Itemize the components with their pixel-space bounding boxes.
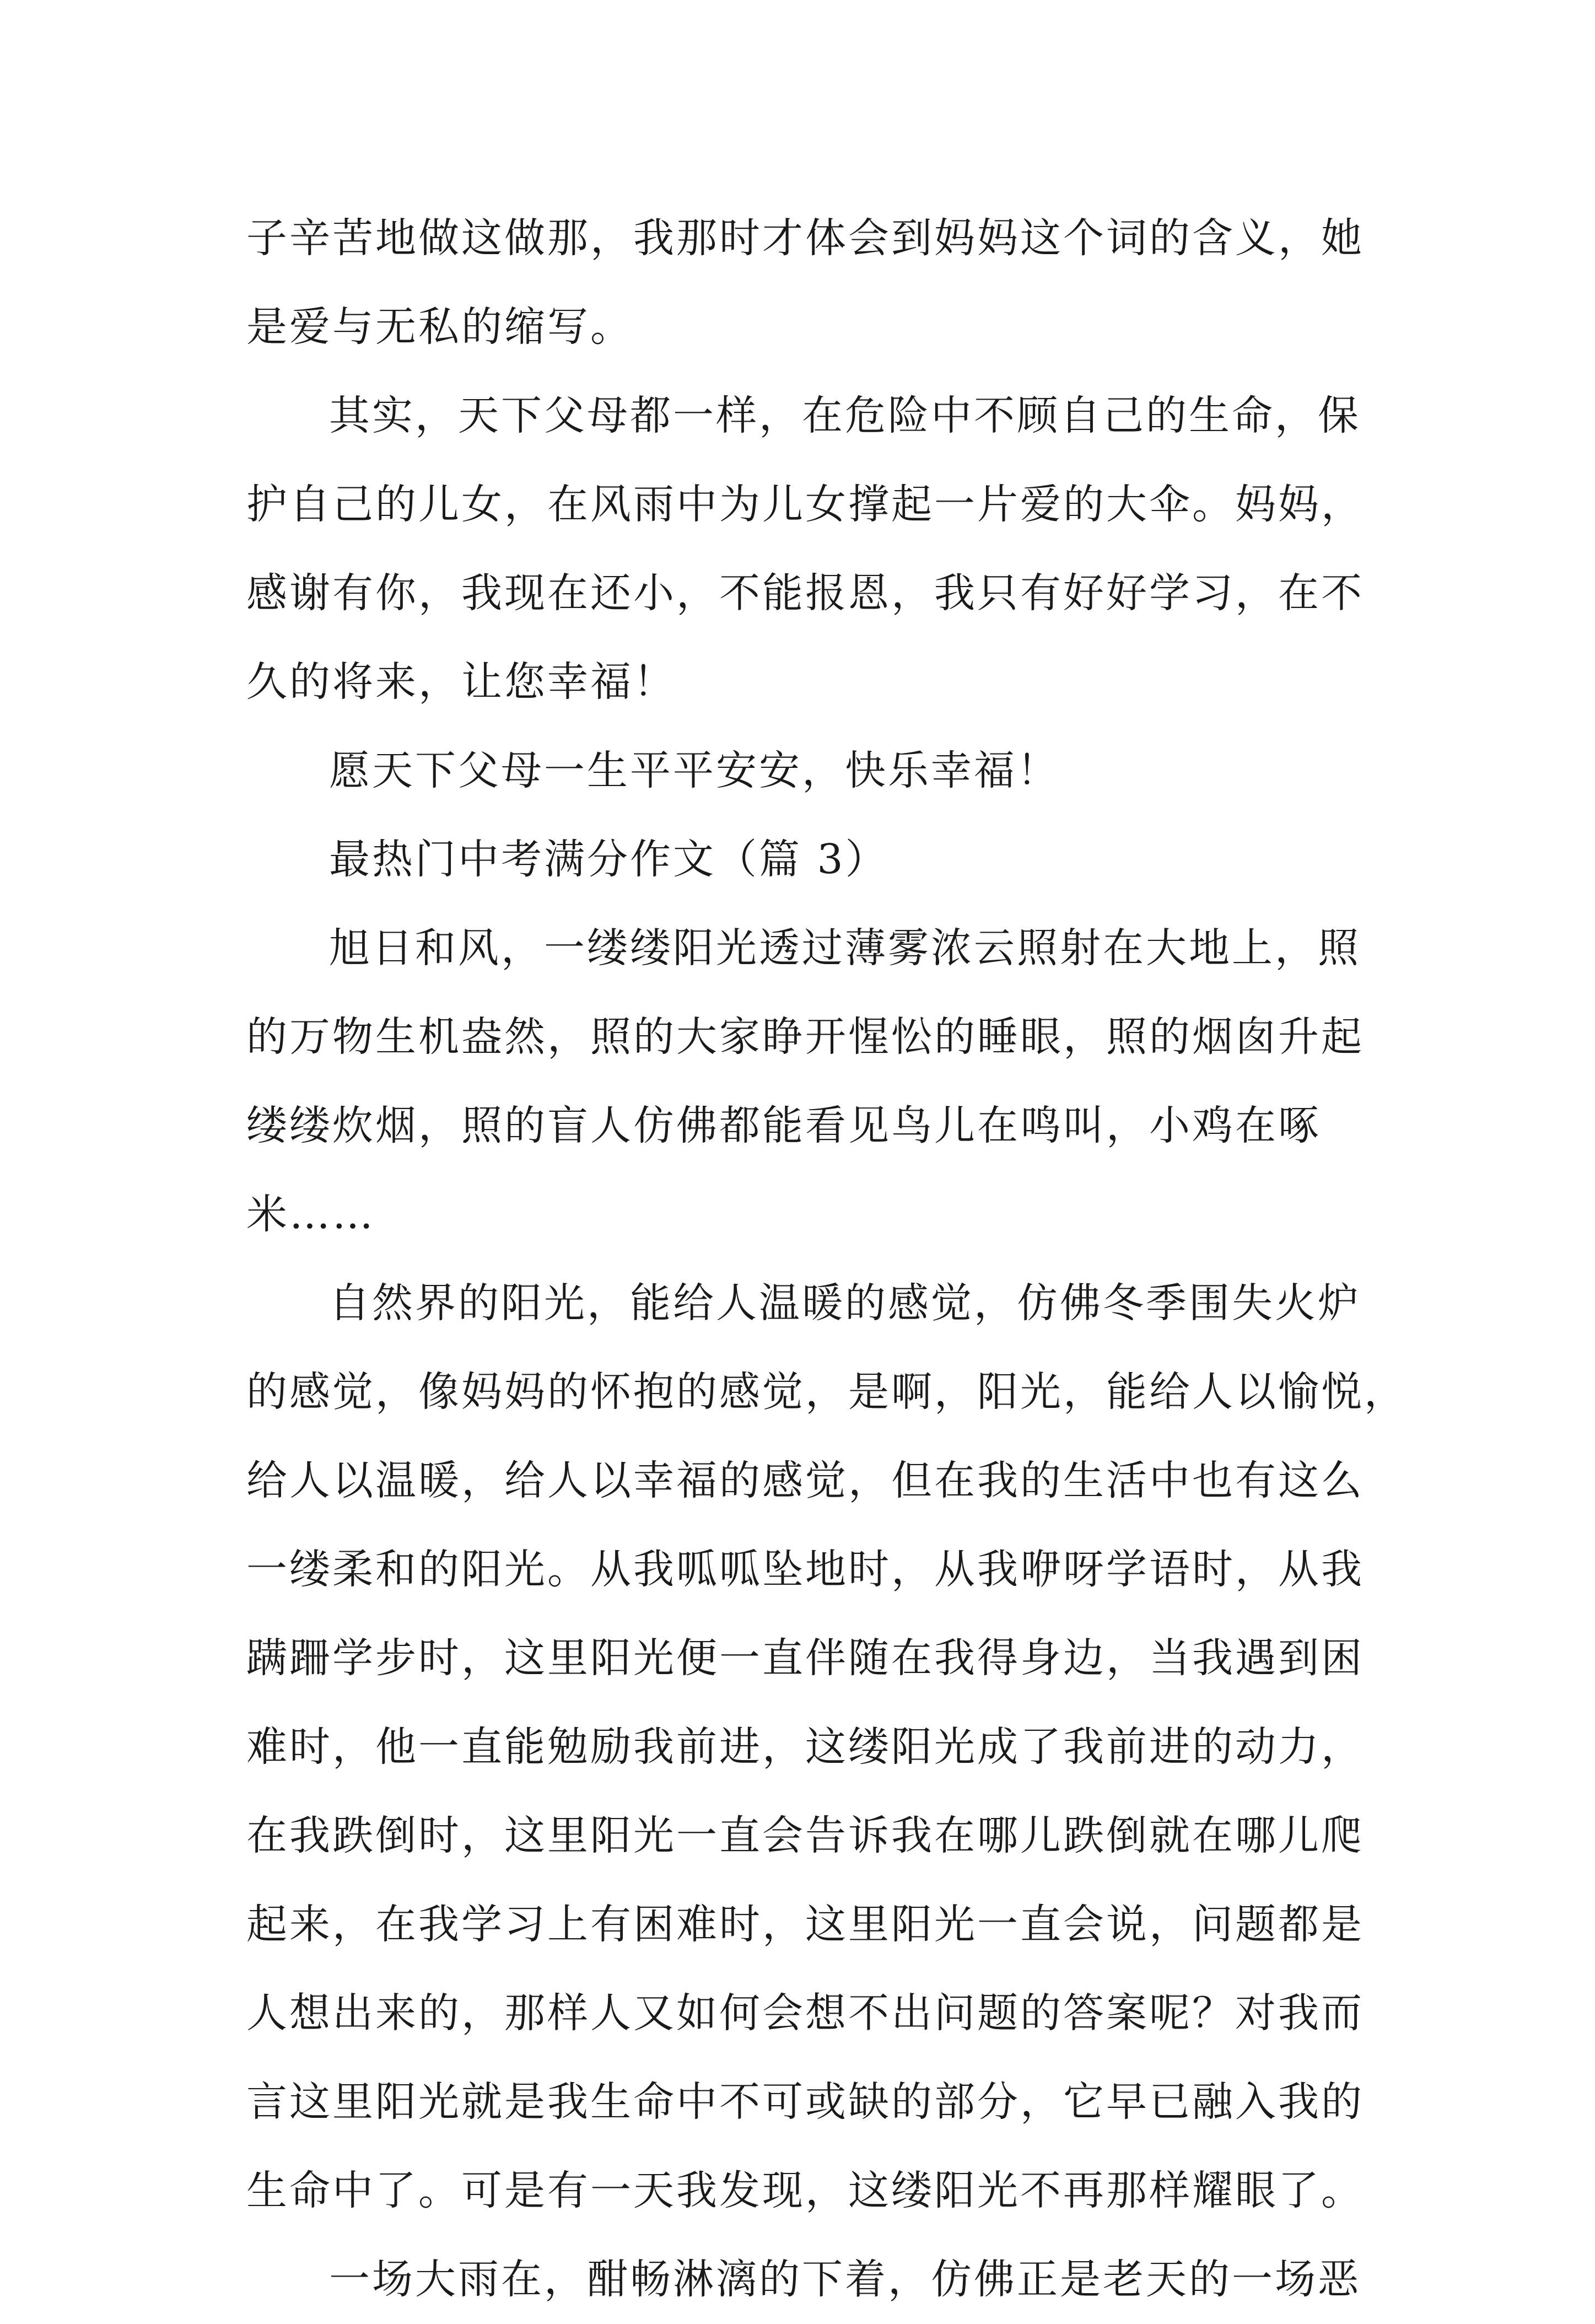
- text-line: 起来，在我学习上有困难时，这里阳光一直会说，问题都是: [246, 1901, 1364, 1948]
- text-line: 在我跌倒时，这里阳光一直会告诉我在哪儿跌倒就在哪儿爬: [246, 1812, 1364, 1859]
- text-line: 是爱与无私的缩写。: [246, 303, 633, 351]
- text-line: 子辛苦地做这做那，我那时才体会到妈妈这个词的含义，她: [246, 214, 1364, 262]
- text-line: 一场大雨在，酣畅淋漓的下着，仿佛正是老天的一场恶: [329, 2256, 1361, 2303]
- text-line: 自然界的阳光，能给人温暖的感觉，仿佛冬季围失火炉: [329, 1279, 1361, 1327]
- text-line: 护自己的儿女，在风雨中为儿女撑起一片爱的大伞。妈妈，: [246, 481, 1364, 528]
- text-line: 米……: [246, 1191, 375, 1238]
- text-line: 言这里阳光就是我生命中不可或缺的部分，它早已融入我的: [246, 2078, 1364, 2126]
- text-line: 蹒跚学步时，这里阳光便一直伴随在我得身边，当我遇到困: [246, 1634, 1364, 1682]
- text-line: 愿天下父母一生平平安安，快乐幸福！: [329, 747, 1060, 794]
- text-line: 旭日和风，一缕缕阳光透过薄雾浓云照射在大地上，照: [329, 924, 1361, 972]
- text-line: 给人以温暖，给人以幸福的感觉，但在我的生活中也有这么: [246, 1457, 1364, 1504]
- text-line: 一缕柔和的阳光。从我呱呱坠地时，从我咿呀学语时，从我: [246, 1546, 1364, 1593]
- text-line: 生命中了。可是有一天我发现，这缕阳光不再那样耀眼了。: [246, 2167, 1364, 2214]
- section-heading: 最热门中考满分作文（篇 3）: [329, 836, 888, 883]
- text-line: 难时，他一直能勉励我前进，这缕阳光成了我前进的动力，: [246, 1723, 1364, 1771]
- text-line: 的万物生机盎然，照的大家睁开惺忪的睡眼，照的烟囱升起: [246, 1013, 1364, 1061]
- text-line: 人想出来的，那样人又如何会想不出问题的答案呢？对我而: [246, 1989, 1364, 2037]
- text-line: 的感觉，像妈妈的怀抱的感觉，是啊，阳光，能给人以愉悦，: [246, 1368, 1407, 1416]
- essay-text: [246, 194, 1407, 2324]
- text-line: 缕缕炊烟，照的盲人仿佛都能看见鸟儿在鸣叫，小鸡在啄: [246, 1102, 1321, 1149]
- text-line: 久的将来，让您幸福！: [246, 658, 676, 706]
- text-line: 感谢有你，我现在还小，不能报恩，我只有好好学习，在不: [246, 569, 1364, 617]
- text-line: 其实，天下父母都一样，在危险中不顾自己的生命，保: [329, 392, 1361, 439]
